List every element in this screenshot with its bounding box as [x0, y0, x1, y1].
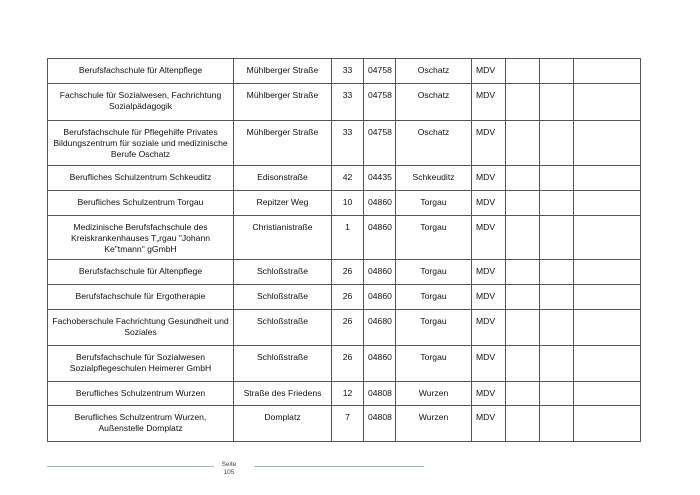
city-cell: Oschatz — [396, 121, 472, 166]
table-row — [48, 260, 641, 285]
zip-cell: 04680 — [364, 310, 396, 346]
empty-cell — [540, 382, 574, 406]
street-cell: Schloßstraße — [234, 346, 332, 382]
empty-cell — [574, 191, 641, 216]
empty-cell — [540, 121, 574, 166]
house-number-cell: 12 — [332, 382, 364, 406]
school-cell: Berufliches Schulzentrum Wurzen, Außenstelle Domplatz — [48, 406, 234, 442]
street-cell: Schloßstraße — [234, 285, 332, 310]
empty-cell — [540, 310, 574, 346]
association-cell: MDV — [472, 191, 506, 216]
empty-cell — [506, 346, 540, 382]
school-cell: Medizinische Berufsfachschule des Kreiskrankenhauses T„rgau "Johann Ke"tmann" gGmbH — [48, 216, 234, 260]
empty-cell — [506, 310, 540, 346]
zip-cell: 04435 — [364, 166, 396, 191]
association-cell: MDV — [472, 310, 506, 346]
empty-cell — [506, 285, 540, 310]
city-cell: Torgau — [396, 191, 472, 216]
city-cell: Torgau — [396, 260, 472, 285]
zip-cell: 04758 — [364, 121, 396, 166]
street-cell: Straße des Friedens — [234, 382, 332, 406]
zip-cell: 04860 — [364, 191, 396, 216]
street-cell: Edisonstraße — [234, 166, 332, 191]
empty-cell — [574, 310, 641, 346]
school-cell: Berufsfachschule für Altenpflege — [48, 59, 234, 84]
table-row — [48, 191, 641, 216]
table-row — [48, 285, 641, 310]
zip-cell: 04860 — [364, 285, 396, 310]
house-number-cell: 26 — [332, 310, 364, 346]
house-number-cell: 26 — [332, 285, 364, 310]
house-number-cell: 26 — [332, 346, 364, 382]
association-cell: MDV — [472, 406, 506, 442]
empty-cell — [506, 191, 540, 216]
school-cell: Berufsfachschule für Altenpflege — [48, 260, 234, 285]
empty-cell — [574, 346, 641, 382]
city-cell: Oschatz — [396, 84, 472, 121]
table-row — [48, 382, 641, 406]
zip-cell: 04808 — [364, 406, 396, 442]
empty-cell — [540, 84, 574, 121]
city-cell: Torgau — [396, 346, 472, 382]
association-cell: MDV — [472, 59, 506, 84]
schools-table — [47, 58, 641, 442]
association-cell: MDV — [472, 382, 506, 406]
school-cell: Fachschule für Sozialwesen, Fachrichtung Sozialpädagogik — [48, 84, 234, 121]
empty-cell — [574, 406, 641, 442]
street-cell: Mühlberger Straße — [234, 84, 332, 121]
zip-cell: 04808 — [364, 382, 396, 406]
empty-cell — [506, 382, 540, 406]
street-cell: Schloßstraße — [234, 310, 332, 346]
association-cell: MDV — [472, 121, 506, 166]
association-cell: MDV — [472, 84, 506, 121]
empty-cell — [574, 285, 641, 310]
house-number-cell: 10 — [332, 191, 364, 216]
table-row — [48, 216, 641, 260]
house-number-cell: 42 — [332, 166, 364, 191]
house-number-cell: 33 — [332, 84, 364, 121]
empty-cell — [540, 191, 574, 216]
empty-cell — [540, 285, 574, 310]
school-cell: Berufliches Schulzentrum Schkeuditz — [48, 166, 234, 191]
house-number-cell: 1 — [332, 216, 364, 260]
empty-cell — [506, 59, 540, 84]
street-cell: Schloßstraße — [234, 260, 332, 285]
empty-cell — [506, 166, 540, 191]
school-cell: Berufliches Schulzentrum Wurzen — [48, 382, 234, 406]
empty-cell — [540, 216, 574, 260]
table-row — [48, 406, 641, 442]
school-cell: Berufsfachschule für Ergotherapie — [48, 285, 234, 310]
city-cell: Schkeuditz — [396, 166, 472, 191]
association-cell: MDV — [472, 285, 506, 310]
empty-cell — [506, 260, 540, 285]
empty-cell — [540, 59, 574, 84]
empty-cell — [574, 216, 641, 260]
table-row — [48, 84, 641, 121]
association-cell: MDV — [472, 216, 506, 260]
city-cell: Wurzen — [396, 406, 472, 442]
empty-cell — [540, 406, 574, 442]
zip-cell: 04758 — [364, 84, 396, 121]
zip-cell: 04758 — [364, 59, 396, 84]
city-cell: Torgau — [396, 216, 472, 260]
street-cell: Repitzer Weg — [234, 191, 332, 216]
city-cell: Wurzen — [396, 382, 472, 406]
city-cell: Oschatz — [396, 59, 472, 84]
zip-cell: 04860 — [364, 260, 396, 285]
empty-cell — [574, 84, 641, 121]
street-cell: Domplatz — [234, 406, 332, 442]
page-label: Seite — [221, 461, 237, 468]
empty-cell — [540, 260, 574, 285]
empty-cell — [574, 260, 641, 285]
association-cell: MDV — [472, 166, 506, 191]
empty-cell — [574, 59, 641, 84]
empty-cell — [574, 166, 641, 191]
street-cell: Mühlberger Straße — [234, 121, 332, 166]
table-row — [48, 310, 641, 346]
zip-cell: 04860 — [364, 216, 396, 260]
table-row — [48, 121, 641, 166]
street-cell: Mühlberger Straße — [234, 59, 332, 84]
empty-cell — [506, 121, 540, 166]
school-cell: Berufsfachschule für Sozialwesen Sozialpflegeschulen Heimerer GmbH — [48, 346, 234, 382]
house-number-cell: 33 — [332, 59, 364, 84]
table-row — [48, 166, 641, 191]
empty-cell — [574, 121, 641, 166]
table-row — [48, 59, 641, 84]
city-cell: Torgau — [396, 310, 472, 346]
association-cell: MDV — [472, 346, 506, 382]
page-number: 105 — [223, 469, 235, 476]
empty-cell — [540, 346, 574, 382]
school-cell: Berufsfachschule für Pflegehilfe Privates Bildungszentrum für soziale und medizinische Berufe Oschatz — [48, 121, 234, 166]
street-cell: Christianistraße — [234, 216, 332, 260]
house-number-cell: 33 — [332, 121, 364, 166]
footer-rule-left — [47, 466, 214, 467]
table-row — [48, 346, 641, 382]
association-cell: MDV — [472, 260, 506, 285]
school-cell: Fachoberschule Fachrichtung Gesundheit und Soziales — [48, 310, 234, 346]
house-number-cell: 7 — [332, 406, 364, 442]
footer-rule-right — [254, 466, 424, 467]
city-cell: Torgau — [396, 285, 472, 310]
empty-cell — [506, 406, 540, 442]
school-cell: Berufliches Schulzentrum Torgau — [48, 191, 234, 216]
empty-cell — [506, 216, 540, 260]
zip-cell: 04860 — [364, 346, 396, 382]
empty-cell — [506, 84, 540, 121]
empty-cell — [574, 382, 641, 406]
house-number-cell: 26 — [332, 260, 364, 285]
empty-cell — [540, 166, 574, 191]
